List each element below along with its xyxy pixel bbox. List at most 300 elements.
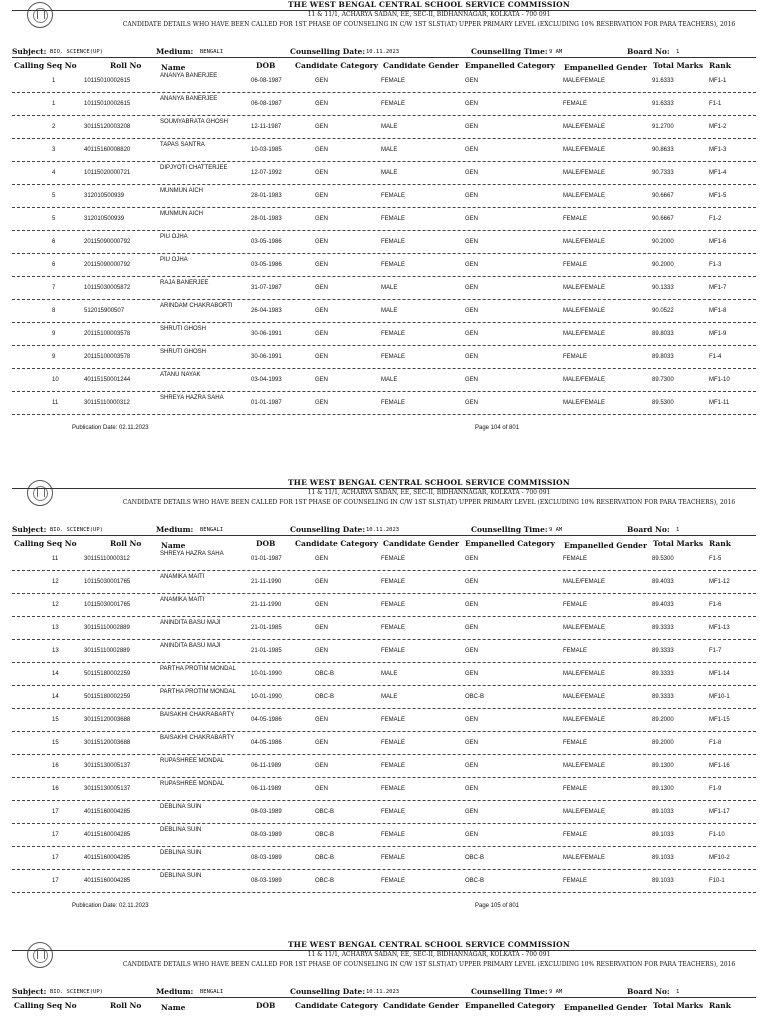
- counselling-time-label: Counselling Time:: [471, 47, 548, 56]
- table-row: [0, 256, 768, 279]
- cell-egen: MALE/FEMALE: [563, 170, 606, 176]
- column-header-dob: DOB: [256, 61, 276, 70]
- cell-cat: OBC-B: [315, 855, 335, 861]
- table-row: [0, 803, 768, 826]
- column-header-seq: Calling Seq No: [14, 539, 77, 548]
- cell-ecat: GEN: [465, 331, 479, 337]
- cell-rank: F1-6: [709, 602, 722, 608]
- table-row: [0, 72, 768, 95]
- cell-seq: 9: [52, 331, 56, 337]
- cell-dob: 08-03-1989: [251, 832, 282, 838]
- cell-cat: OBC-B: [315, 878, 335, 884]
- cell-tm: 89.8033: [652, 354, 674, 360]
- table-row: [0, 164, 768, 187]
- cell-cat: GEN: [315, 239, 329, 245]
- cell-name: ANAMIKA MAITI: [160, 597, 205, 603]
- cell-seq: 15: [52, 740, 59, 746]
- subject-label: Subject:: [12, 525, 47, 534]
- cell-name: DEBLINA SUIN: [160, 827, 202, 833]
- cell-name: ATANU NAYAK: [160, 372, 201, 378]
- cell-cat: GEN: [315, 193, 329, 199]
- org-address: 11 & 11/1, ACHARYA SADAN, EE, SEC-II, BIDHANNAGAR, KOLKATA - 700 091: [307, 951, 551, 958]
- counselling-time-value: 9 AM: [549, 527, 563, 533]
- cell-seq: 2: [52, 124, 56, 130]
- cell-name: RUPASHREE MONDAL: [160, 758, 225, 764]
- cell-name: PIU OJHA: [160, 234, 188, 240]
- page-number: Page 104 of 801: [475, 425, 520, 431]
- cell-roll: 40115160004285: [84, 832, 131, 838]
- cell-roll: 512015900507: [84, 308, 125, 314]
- cell-roll: 10115010002615: [84, 78, 131, 84]
- header-text: [90, 0, 768, 30]
- cell-rank: MF1-6: [709, 239, 727, 245]
- cell-cat: GEN: [315, 377, 329, 383]
- cell-dob: 21-01-1985: [251, 625, 282, 631]
- cell-egen: FEMALE: [563, 740, 588, 746]
- cell-rank: MF1-3: [709, 147, 727, 153]
- subject-value: BIO. SCIENCE(UP): [50, 989, 103, 995]
- report-page: [0, 0, 768, 437]
- counselling-date-value: 10.11.2023: [366, 49, 400, 55]
- cell-rank: F1-7: [709, 648, 722, 654]
- cell-seq: 16: [52, 763, 59, 769]
- cell-tm: 90.7333: [652, 170, 674, 176]
- header-rule: [12, 10, 756, 11]
- cell-dob: 06-11-1989: [251, 786, 282, 792]
- cell-cat: GEN: [315, 101, 329, 107]
- cell-name: DEBLINA SUIN: [160, 804, 202, 810]
- cell-name: BAISAKHI CHAKRABARTY: [160, 712, 235, 718]
- report-page: [0, 478, 768, 915]
- cell-rank: MF1-16: [709, 763, 730, 769]
- cell-tm: 89.4033: [652, 602, 674, 608]
- cell-ecat: GEN: [465, 170, 479, 176]
- cell-name: ANAMIKA MAITI: [160, 574, 205, 580]
- cell-name: RAJA BANERJEE: [160, 280, 209, 286]
- cell-gen: MALE: [381, 147, 398, 153]
- cell-egen: MALE/FEMALE: [563, 625, 606, 631]
- cell-dob: 30-06-1991: [251, 354, 282, 360]
- cell-egen: FEMALE: [563, 648, 588, 654]
- subject-label: Subject:: [12, 47, 47, 56]
- cell-tm: 89.5300: [652, 556, 674, 562]
- cell-cat: OBC-B: [315, 809, 335, 815]
- table-row: [0, 688, 768, 711]
- cell-rank: MF1-4: [709, 170, 727, 176]
- cell-seq: 12: [52, 579, 59, 585]
- subject-value: BIO. SCIENCE(UP): [50, 527, 103, 533]
- cell-dob: 04-05-1986: [251, 740, 282, 746]
- cell-tm: 90.6667: [652, 216, 674, 222]
- cell-seq: 13: [52, 648, 59, 654]
- cell-roll: 40115150001244: [84, 377, 131, 383]
- cell-roll: 30115130005137: [84, 763, 131, 769]
- cell-name: PARTHA PROTIM MONDAL: [160, 666, 236, 672]
- cell-name: DEBLINA SUIN: [160, 873, 202, 879]
- table-row: [0, 118, 768, 141]
- cell-roll: 10115030001765: [84, 579, 131, 585]
- cell-ecat: GEN: [465, 377, 479, 383]
- org-title: THE WEST BENGAL CENTRAL SCHOOL SERVICE COMMISSION: [288, 0, 570, 9]
- cell-cat: GEN: [315, 556, 329, 562]
- cell-seq: 14: [52, 671, 59, 677]
- cell-dob: 28-01-1983: [251, 193, 282, 199]
- subject-label: Subject:: [12, 987, 47, 996]
- cell-seq: 5: [52, 193, 56, 199]
- table-row: [0, 210, 768, 233]
- cell-dob: 12-07-1992: [251, 170, 282, 176]
- cell-tm: 89.3333: [652, 648, 674, 654]
- cell-egen: MALE/FEMALE: [563, 193, 606, 199]
- column-header-rank: Rank: [709, 539, 731, 548]
- board-no-label: Board No:: [627, 525, 670, 534]
- cell-cat: GEN: [315, 579, 329, 585]
- cell-gen: FEMALE: [381, 579, 406, 585]
- cell-tm: 90.6667: [652, 193, 674, 199]
- cell-ecat: GEN: [465, 556, 479, 562]
- cell-egen: FEMALE: [563, 354, 588, 360]
- cell-egen: MALE/FEMALE: [563, 579, 606, 585]
- publication-date: Publication Date: 02.11.2023: [72, 425, 149, 431]
- medium-value: BENGALI: [200, 989, 224, 995]
- column-header-roll: Roll No: [110, 61, 142, 70]
- cell-cat: OBC-B: [315, 671, 335, 677]
- cell-name: SHREYA HAZRA SAHA: [160, 395, 224, 401]
- cell-gen: FEMALE: [381, 354, 406, 360]
- cell-ecat: GEN: [465, 671, 479, 677]
- cell-name: TAPAS SANTRA: [160, 142, 205, 148]
- cell-rank: MF1-12: [709, 579, 730, 585]
- cell-dob: 08-03-1989: [251, 809, 282, 815]
- cell-gen: FEMALE: [381, 331, 406, 337]
- cell-gen: FEMALE: [381, 239, 406, 245]
- cell-tm: 89.3333: [652, 625, 674, 631]
- column-header-ecat: Empanelled Category: [465, 61, 555, 70]
- cell-dob: 03-05-1986: [251, 239, 282, 245]
- cell-ecat: GEN: [465, 400, 479, 406]
- counselling-meta: [0, 524, 768, 536]
- cell-seq: 9: [52, 354, 56, 360]
- table-row: [0, 187, 768, 210]
- column-header-roll: Roll No: [110, 539, 142, 548]
- cell-cat: OBC-B: [315, 832, 335, 838]
- cell-roll: 20115100003578: [84, 354, 131, 360]
- cell-cat: GEN: [315, 285, 329, 291]
- cell-rank: MF1-17: [709, 809, 730, 815]
- cell-ecat: GEN: [465, 648, 479, 654]
- cell-seq: 15: [52, 717, 59, 723]
- cell-egen: FEMALE: [563, 216, 588, 222]
- cell-egen: MALE/FEMALE: [563, 285, 606, 291]
- page-number: Page 105 of 801: [475, 903, 520, 909]
- cell-gen: MALE: [381, 694, 398, 700]
- table-row: [0, 780, 768, 803]
- cell-roll: 40115160004285: [84, 809, 131, 815]
- cell-seq: 6: [52, 239, 56, 245]
- report-description: CANDIDATE DETAILS WHO HAVE BEEN CALLED FOR 1ST PHASE OF COUNSELING IN C/W 1ST SLST(AT) UPPER PRIMARY LEVEL (EXCLUDING 10% RESERVATION FOR PARA TEACHERS), 2016: [122, 499, 736, 506]
- report-page: [0, 940, 768, 1012]
- cell-egen: MALE/FEMALE: [563, 331, 606, 337]
- cell-name: DIPJYOTI CHATTERJEE: [160, 165, 228, 171]
- cell-egen: MALE/FEMALE: [563, 763, 606, 769]
- cell-gen: FEMALE: [381, 648, 406, 654]
- cell-roll: 50115180002259: [84, 694, 131, 700]
- cell-cat: GEN: [315, 354, 329, 360]
- table-row: [0, 573, 768, 596]
- column-header-cat: Candidate Category: [295, 539, 378, 548]
- column-header-gen: Candidate Gender: [383, 1001, 459, 1010]
- page-footer: [0, 895, 768, 915]
- table-row: [0, 596, 768, 619]
- cell-tm: 89.3333: [652, 694, 674, 700]
- column-headers: [0, 536, 768, 550]
- cell-tm: 89.2000: [652, 717, 674, 723]
- cell-roll: 50115180002259: [84, 671, 131, 677]
- cell-roll: 30115110000312: [84, 556, 130, 562]
- column-header-roll: Roll No: [110, 1001, 142, 1010]
- cell-gen: FEMALE: [381, 101, 406, 107]
- cell-seq: 6: [52, 262, 56, 268]
- cell-roll: 30115110002889: [84, 625, 130, 631]
- cell-name: BAISAKHI CHAKRABARTY: [160, 735, 235, 741]
- cell-ecat: GEN: [465, 124, 479, 130]
- cell-cat: GEN: [315, 216, 329, 222]
- table-row: [0, 550, 768, 573]
- cell-name: SHRUTI GHOSH: [160, 326, 207, 332]
- cell-dob: 01-01-1987: [251, 556, 282, 562]
- cell-rank: MF1-13: [709, 625, 730, 631]
- cell-ecat: GEN: [465, 809, 479, 815]
- cell-rank: F1-1: [709, 101, 722, 107]
- cell-cat: GEN: [315, 717, 329, 723]
- cell-rank: MF1-15: [709, 717, 730, 723]
- column-header-seq: Calling Seq No: [14, 1001, 77, 1010]
- cell-name: ANINDITA BASU MAJI: [160, 643, 221, 649]
- report-description: CANDIDATE DETAILS WHO HAVE BEEN CALLED FOR 1ST PHASE OF COUNSELING IN C/W 1ST SLST(AT) UPPER PRIMARY LEVEL (EXCLUDING 10% RESERVATION FOR PARA TEACHERS), 2016: [122, 961, 736, 968]
- cell-rank: MF1-2: [709, 124, 727, 130]
- cell-rank: MF1-9: [709, 331, 727, 337]
- cell-ecat: GEN: [465, 101, 479, 107]
- cell-name: DEBLINA SUIN: [160, 850, 202, 856]
- cell-roll: 40115160004285: [84, 855, 131, 861]
- table-row: [0, 711, 768, 734]
- cell-egen: FEMALE: [563, 786, 588, 792]
- cell-gen: FEMALE: [381, 193, 406, 199]
- column-header-tm: Total Marks: [653, 1001, 704, 1010]
- cell-gen: FEMALE: [381, 262, 406, 268]
- page-header: [0, 940, 768, 986]
- cell-egen: FEMALE: [563, 262, 588, 268]
- table-row: [0, 757, 768, 780]
- emblem-logo-icon: [27, 480, 53, 506]
- medium-value: BENGALI: [200, 527, 224, 533]
- cell-gen: FEMALE: [381, 400, 406, 406]
- cell-egen: MALE/FEMALE: [563, 239, 606, 245]
- cell-roll: 20115090000792: [84, 262, 131, 268]
- cell-cat: GEN: [315, 602, 329, 608]
- table-row: [0, 348, 768, 371]
- column-header-gen: Candidate Gender: [383, 61, 459, 70]
- org-address: 11 & 11/1, ACHARYA SADAN, EE, SEC-II, BIDHANNAGAR, KOLKATA - 700 091: [307, 11, 551, 18]
- cell-rank: F1-2: [709, 216, 722, 222]
- cell-egen: MALE/FEMALE: [563, 308, 606, 314]
- cell-name: MUNMUN AICH: [160, 188, 203, 194]
- cell-egen: MALE/FEMALE: [563, 809, 606, 815]
- cell-dob: 26-04-1983: [251, 308, 282, 314]
- cell-roll: 10115010002615: [84, 101, 131, 107]
- cell-cat: GEN: [315, 262, 329, 268]
- column-header-name: Name: [161, 63, 186, 72]
- cell-name: ARINDAM CHAKRABORTI: [160, 303, 233, 309]
- cell-ecat: GEN: [465, 216, 479, 222]
- cell-ecat: OBC-B: [465, 694, 485, 700]
- page-footer: [0, 417, 768, 437]
- cell-seq: 1: [52, 78, 56, 84]
- cell-name: SOUMYABRATA GHOSH: [160, 119, 229, 125]
- cell-cat: OBC-B: [315, 694, 335, 700]
- cell-roll: 30115120003688: [84, 740, 131, 746]
- cell-ecat: GEN: [465, 602, 479, 608]
- medium-value: BENGALI: [200, 49, 224, 55]
- cell-tm: 91.6333: [652, 101, 674, 107]
- cell-seq: 17: [52, 832, 59, 838]
- emblem-logo-icon: [27, 942, 53, 968]
- page-header: [0, 0, 768, 46]
- cell-egen: FEMALE: [563, 878, 588, 884]
- cell-roll: 10115030005872: [84, 285, 131, 291]
- cell-ecat: GEN: [465, 786, 479, 792]
- cell-rank: F1-9: [709, 786, 722, 792]
- cell-ecat: GEN: [465, 740, 479, 746]
- cell-egen: FEMALE: [563, 556, 588, 562]
- cell-egen: MALE/FEMALE: [563, 124, 606, 130]
- column-header-egen: Empanelled Gender: [564, 1003, 647, 1012]
- cell-cat: GEN: [315, 648, 329, 654]
- cell-seq: 17: [52, 878, 59, 884]
- cell-ecat: GEN: [465, 832, 479, 838]
- counselling-date-label: Counselling Date:: [290, 47, 366, 56]
- cell-roll: 30115110000312: [84, 400, 130, 406]
- cell-cat: GEN: [315, 78, 329, 84]
- cell-seq: 4: [52, 170, 56, 176]
- table-row: [0, 95, 768, 118]
- cell-ecat: GEN: [465, 717, 479, 723]
- cell-roll: 10115030001765: [84, 602, 131, 608]
- cell-name: ANANYA BANERJEE: [160, 73, 218, 79]
- cell-tm: 89.1033: [652, 809, 674, 815]
- cell-seq: 7: [52, 285, 56, 291]
- table-row: [0, 302, 768, 325]
- cell-ecat: GEN: [465, 625, 479, 631]
- cell-rank: MF10-1: [709, 694, 730, 700]
- cell-dob: 28-01-1983: [251, 216, 282, 222]
- board-no-label: Board No:: [627, 47, 670, 56]
- cell-dob: 21-11-1990: [251, 579, 282, 585]
- cell-cat: GEN: [315, 740, 329, 746]
- cell-cat: GEN: [315, 170, 329, 176]
- cell-tm: 89.2000: [652, 740, 674, 746]
- column-headers: [0, 58, 768, 72]
- cell-ecat: OBC-B: [465, 878, 485, 884]
- report-description: CANDIDATE DETAILS WHO HAVE BEEN CALLED FOR 1ST PHASE OF COUNSELING IN C/W 1ST SLST(AT) UPPER PRIMARY LEVEL (EXCLUDING 10% RESERVATION FOR PARA TEACHERS), 2016: [122, 21, 736, 28]
- cell-tm: 89.1300: [652, 786, 674, 792]
- table-row: [0, 141, 768, 164]
- cell-rank: MF10-2: [709, 855, 730, 861]
- cell-roll: 10115020000721: [84, 170, 131, 176]
- column-header-cat: Candidate Category: [295, 1001, 378, 1010]
- counselling-date-value: 10.11.2023: [366, 989, 400, 995]
- cell-cat: GEN: [315, 308, 329, 314]
- cell-seq: 5: [52, 216, 56, 222]
- cell-name: PARTHA PROTIM MONDAL: [160, 689, 236, 695]
- cell-roll: 312010500939: [84, 216, 125, 222]
- cell-gen: FEMALE: [381, 625, 406, 631]
- cell-rank: MF1-14: [709, 671, 730, 677]
- cell-roll: 20115100003578: [84, 331, 131, 337]
- cell-cat: GEN: [315, 400, 329, 406]
- cell-name: PIU OJHA: [160, 257, 188, 263]
- cell-rank: MF1-1: [709, 78, 727, 84]
- cell-name: ANANYA BANERJEE: [160, 96, 218, 102]
- cell-egen: FEMALE: [563, 101, 588, 107]
- cell-dob: 10-01-1990: [251, 671, 282, 677]
- cell-dob: 06-11-1989: [251, 763, 282, 769]
- cell-ecat: OBC-B: [465, 855, 485, 861]
- column-header-egen: Empanelled Gender: [564, 63, 647, 72]
- cell-tm: 89.7300: [652, 377, 674, 383]
- cell-rank: MF1-5: [709, 193, 727, 199]
- cell-ecat: GEN: [465, 354, 479, 360]
- counselling-time-label: Counselling Time:: [471, 987, 548, 996]
- cell-gen: FEMALE: [381, 216, 406, 222]
- table-row: [0, 325, 768, 348]
- cell-roll: 20115090000792: [84, 239, 131, 245]
- cell-seq: 11: [52, 556, 59, 562]
- cell-tm: 90.8633: [652, 147, 674, 153]
- cell-tm: 89.5300: [652, 400, 674, 406]
- column-header-dob: DOB: [256, 539, 276, 548]
- cell-dob: 06-08-1987: [251, 101, 282, 107]
- column-header-dob: DOB: [256, 1001, 276, 1010]
- org-title: THE WEST BENGAL CENTRAL SCHOOL SERVICE COMMISSION: [288, 478, 570, 487]
- org-title: THE WEST BENGAL CENTRAL SCHOOL SERVICE COMMISSION: [288, 940, 570, 949]
- header-text: [90, 478, 768, 508]
- cell-dob: 08-03-1989: [251, 878, 282, 884]
- column-header-rank: Rank: [709, 61, 731, 70]
- cell-seq: 16: [52, 786, 59, 792]
- cell-ecat: GEN: [465, 239, 479, 245]
- cell-tm: 90.2000: [652, 262, 674, 268]
- column-header-tm: Total Marks: [653, 61, 704, 70]
- counselling-date-label: Counselling Date:: [290, 987, 366, 996]
- cell-tm: 90.0522: [652, 308, 674, 314]
- cell-tm: 89.3333: [652, 671, 674, 677]
- cell-ecat: GEN: [465, 579, 479, 585]
- table-row: [0, 872, 768, 895]
- table-row: [0, 734, 768, 757]
- cell-gen: MALE: [381, 285, 398, 291]
- cell-rank: MF1-11: [709, 400, 730, 406]
- column-header-tm: Total Marks: [653, 539, 704, 548]
- counselling-time-value: 9 AM: [549, 989, 563, 995]
- cell-egen: MALE/FEMALE: [563, 400, 606, 406]
- cell-gen: MALE: [381, 308, 398, 314]
- cell-gen: MALE: [381, 170, 398, 176]
- cell-gen: FEMALE: [381, 602, 406, 608]
- medium-label: Medium:: [156, 525, 194, 534]
- cell-rank: F1-4: [709, 354, 722, 360]
- cell-tm: 90.1333: [652, 285, 674, 291]
